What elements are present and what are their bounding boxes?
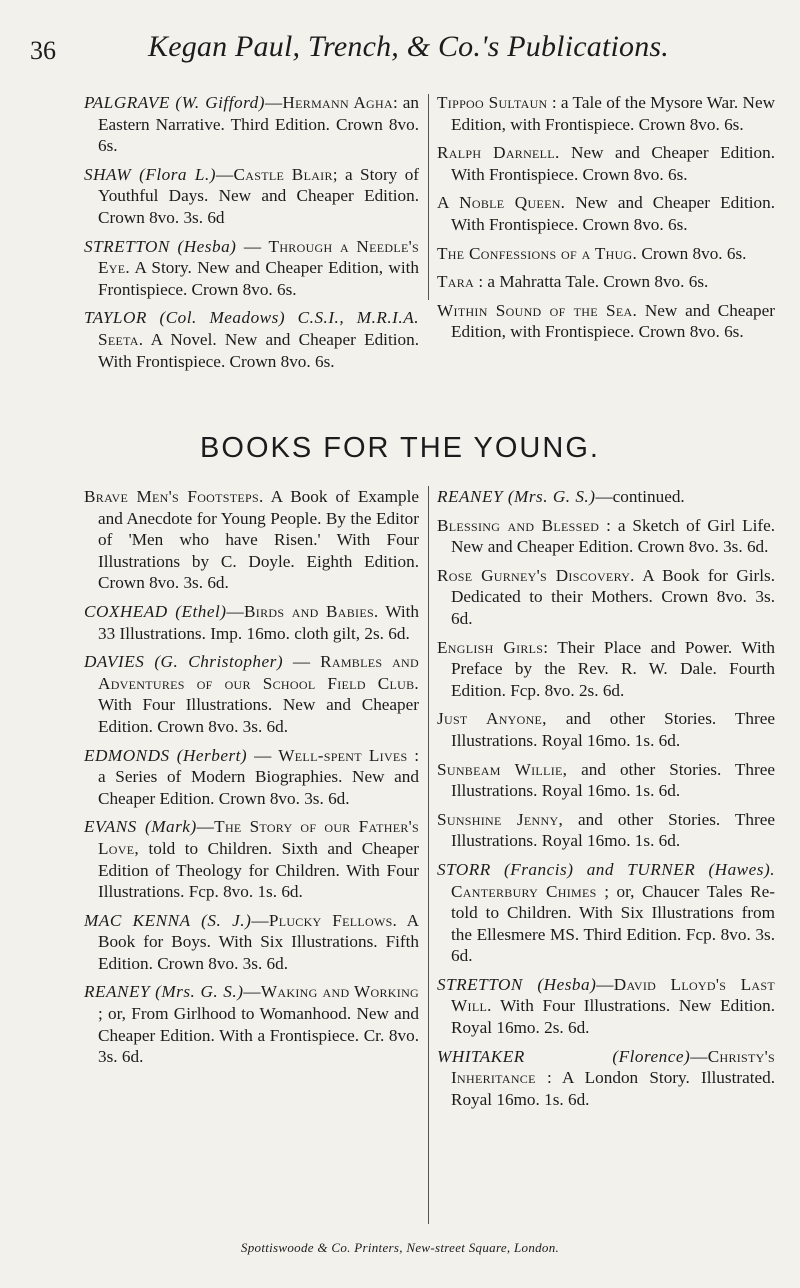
catalog-entry: Just Anyone, and other Stories. Three Illustrations. Royal 16mo. 1s. 6d. <box>437 709 776 750</box>
catalog-entry: Within Sound of the Sea. New and Cheaper Edition, with Frontispiece. Crown 8vo. 6s. <box>437 300 775 342</box>
catalog-entry: REANEY (Mrs. G. S.)—continued. <box>437 487 685 506</box>
section-heading: BOOKS FOR THE YOUNG. <box>200 432 600 464</box>
catalog-entry: Tippoo Sultaun : a Tale of the Mysore War. New Edition, with Frontispiece. Crown 8vo. 6s. <box>437 93 775 134</box>
page-number: 36 <box>30 36 56 65</box>
top-right-column <box>437 92 775 350</box>
catalog-entry: WHITAKER (Florence)—Christy's Inheritance : A London Story. Illustrated. Royal 16mo. 1s. 6d. <box>437 1046 775 1109</box>
catalog-entry: STORR (Francis) and TURNER (Hawes). Canterbury Chimes ; or, Chaucer Tales Re-told to Children. With Six Illustrations from the Ellesmere MS. Third Edition. Fcp. 8vo. 3s. 6d. <box>437 859 775 966</box>
young-right-column <box>437 486 775 1117</box>
catalog-entry: REANEY (Mrs. G. S.)—Waking and Working ; or, From Girlhood to Womanhood. New and Cheaper Edition. With a Frontispiece. Cr. 8vo. 3s. 6d. <box>84 982 420 1067</box>
young-left-column <box>84 486 419 1075</box>
column-rule-top <box>428 94 429 300</box>
catalog-entry: EVANS (Mark)—The Story of our Father's Love, told to Children. Sixth and Cheaper Edition of Theology for Children. With Four Illustrations. Fcp. 8vo. 1s. 6d. <box>84 817 420 902</box>
catalog-entry: The Confessions of a Thug. Crown 8vo. 6s. <box>437 243 747 263</box>
catalog-entry: EDMONDS (Herbert) — Well-spent Lives : a Series of Modern Biographies. New and Cheaper Edition. Crown 8vo. 3s. 6d. <box>84 745 419 808</box>
running-head: Kegan Paul, Trench, & Co.'s Publications. <box>148 30 669 63</box>
catalog-entry: STRETTON (Hesba) — Through a Needle's Eye. A Story. New and Cheaper Edition, with Frontispiece. Crown 8vo. 6s. <box>84 236 419 299</box>
catalog-entry: SHAW (Flora L.)—Castle Blair; a Story of Youthful Days. New and Cheaper Edition. Crown 8vo. 3s. 6d <box>84 164 420 227</box>
catalog-entry: STRETTON (Hesba)—David Lloyd's Last Will. With Four Illustrations. New Edition. Royal 16mo. 2s. 6d. <box>437 974 775 1038</box>
catalog-entry: Blessing and Blessed : a Sketch of Girl Life. New and Cheaper Edition. Crown 8vo. 3s. 6d. <box>437 515 775 557</box>
catalog-entry: Tara : a Mahratta Tale. Crown 8vo. 6s. <box>437 272 709 292</box>
catalog-entry: Sunshine Jenny, and other Stories. Three Illustrations. Royal 16mo. 1s. 6d. <box>437 809 775 851</box>
catalog-entry: A Noble Queen. New and Cheaper Edition. With Frontispiece. Crown 8vo. 6s. <box>437 193 776 234</box>
catalog-entry: PALGRAVE (W. Gifford)—Hermann Agha: an Eastern Narrative. Third Edition. Crown 8vo. 6s. <box>84 93 419 156</box>
catalog-entry: TAYLOR (Col. Meadows) C.S.I., M.R.I.A. Seeta. A Novel. New and Cheaper Edition. With Frontispiece. Crown 8vo. 6s. <box>84 308 419 371</box>
catalog-entry: Rose Gurney's Discovery. A Book for Girls. Dedicated to their Mothers. Crown 8vo. 3s. 6d. <box>437 565 775 628</box>
catalog-entry: Ralph Darnell. New and Cheaper Edition. With Frontispiece. Crown 8vo. 6s. <box>437 143 775 184</box>
catalog-entry: Sunbeam Willie, and other Stories. Three Illustrations. Royal 16mo. 1s. 6d. <box>437 759 775 801</box>
column-rule-bottom <box>428 486 429 1224</box>
printer-footer: Spottiswoode & Co. Printers, New-street Square, London. <box>240 1240 560 1255</box>
catalog-entry: Brave Men's Footsteps. A Book of Example and Anecdote for Young People. By the Editor of 'Men who have Risen.' With Four Illustrations by C. Doyle. Eighth Edition. Crown 8vo. 3s. 6d. <box>84 487 419 593</box>
catalog-entry: English Girls: Their Place and Power. With Preface by the Rev. R. W. Dale. Fourth Edition. Fcp. 8vo. 2s. 6d. <box>437 637 775 700</box>
catalog-entry: DAVIES (G. Christopher) — Rambles and Adventures of our School Field Club. With Four Illustrations. New and Cheaper Edition. Crown 8vo. 3s. 6d. <box>84 652 419 736</box>
catalog-entry: MAC KENNA (S. J.)—Plucky Fellows. A Book for Boys. With Six Illustrations. Fifth Edition. Crown 8vo. 3s. 6d. <box>84 910 420 973</box>
catalog-entry: COXHEAD (Ethel)—Birds and Babies. With 33 Illustrations. Imp. 16mo. cloth gilt, 2s. 6d. <box>84 601 419 643</box>
top-left-column <box>84 92 419 379</box>
